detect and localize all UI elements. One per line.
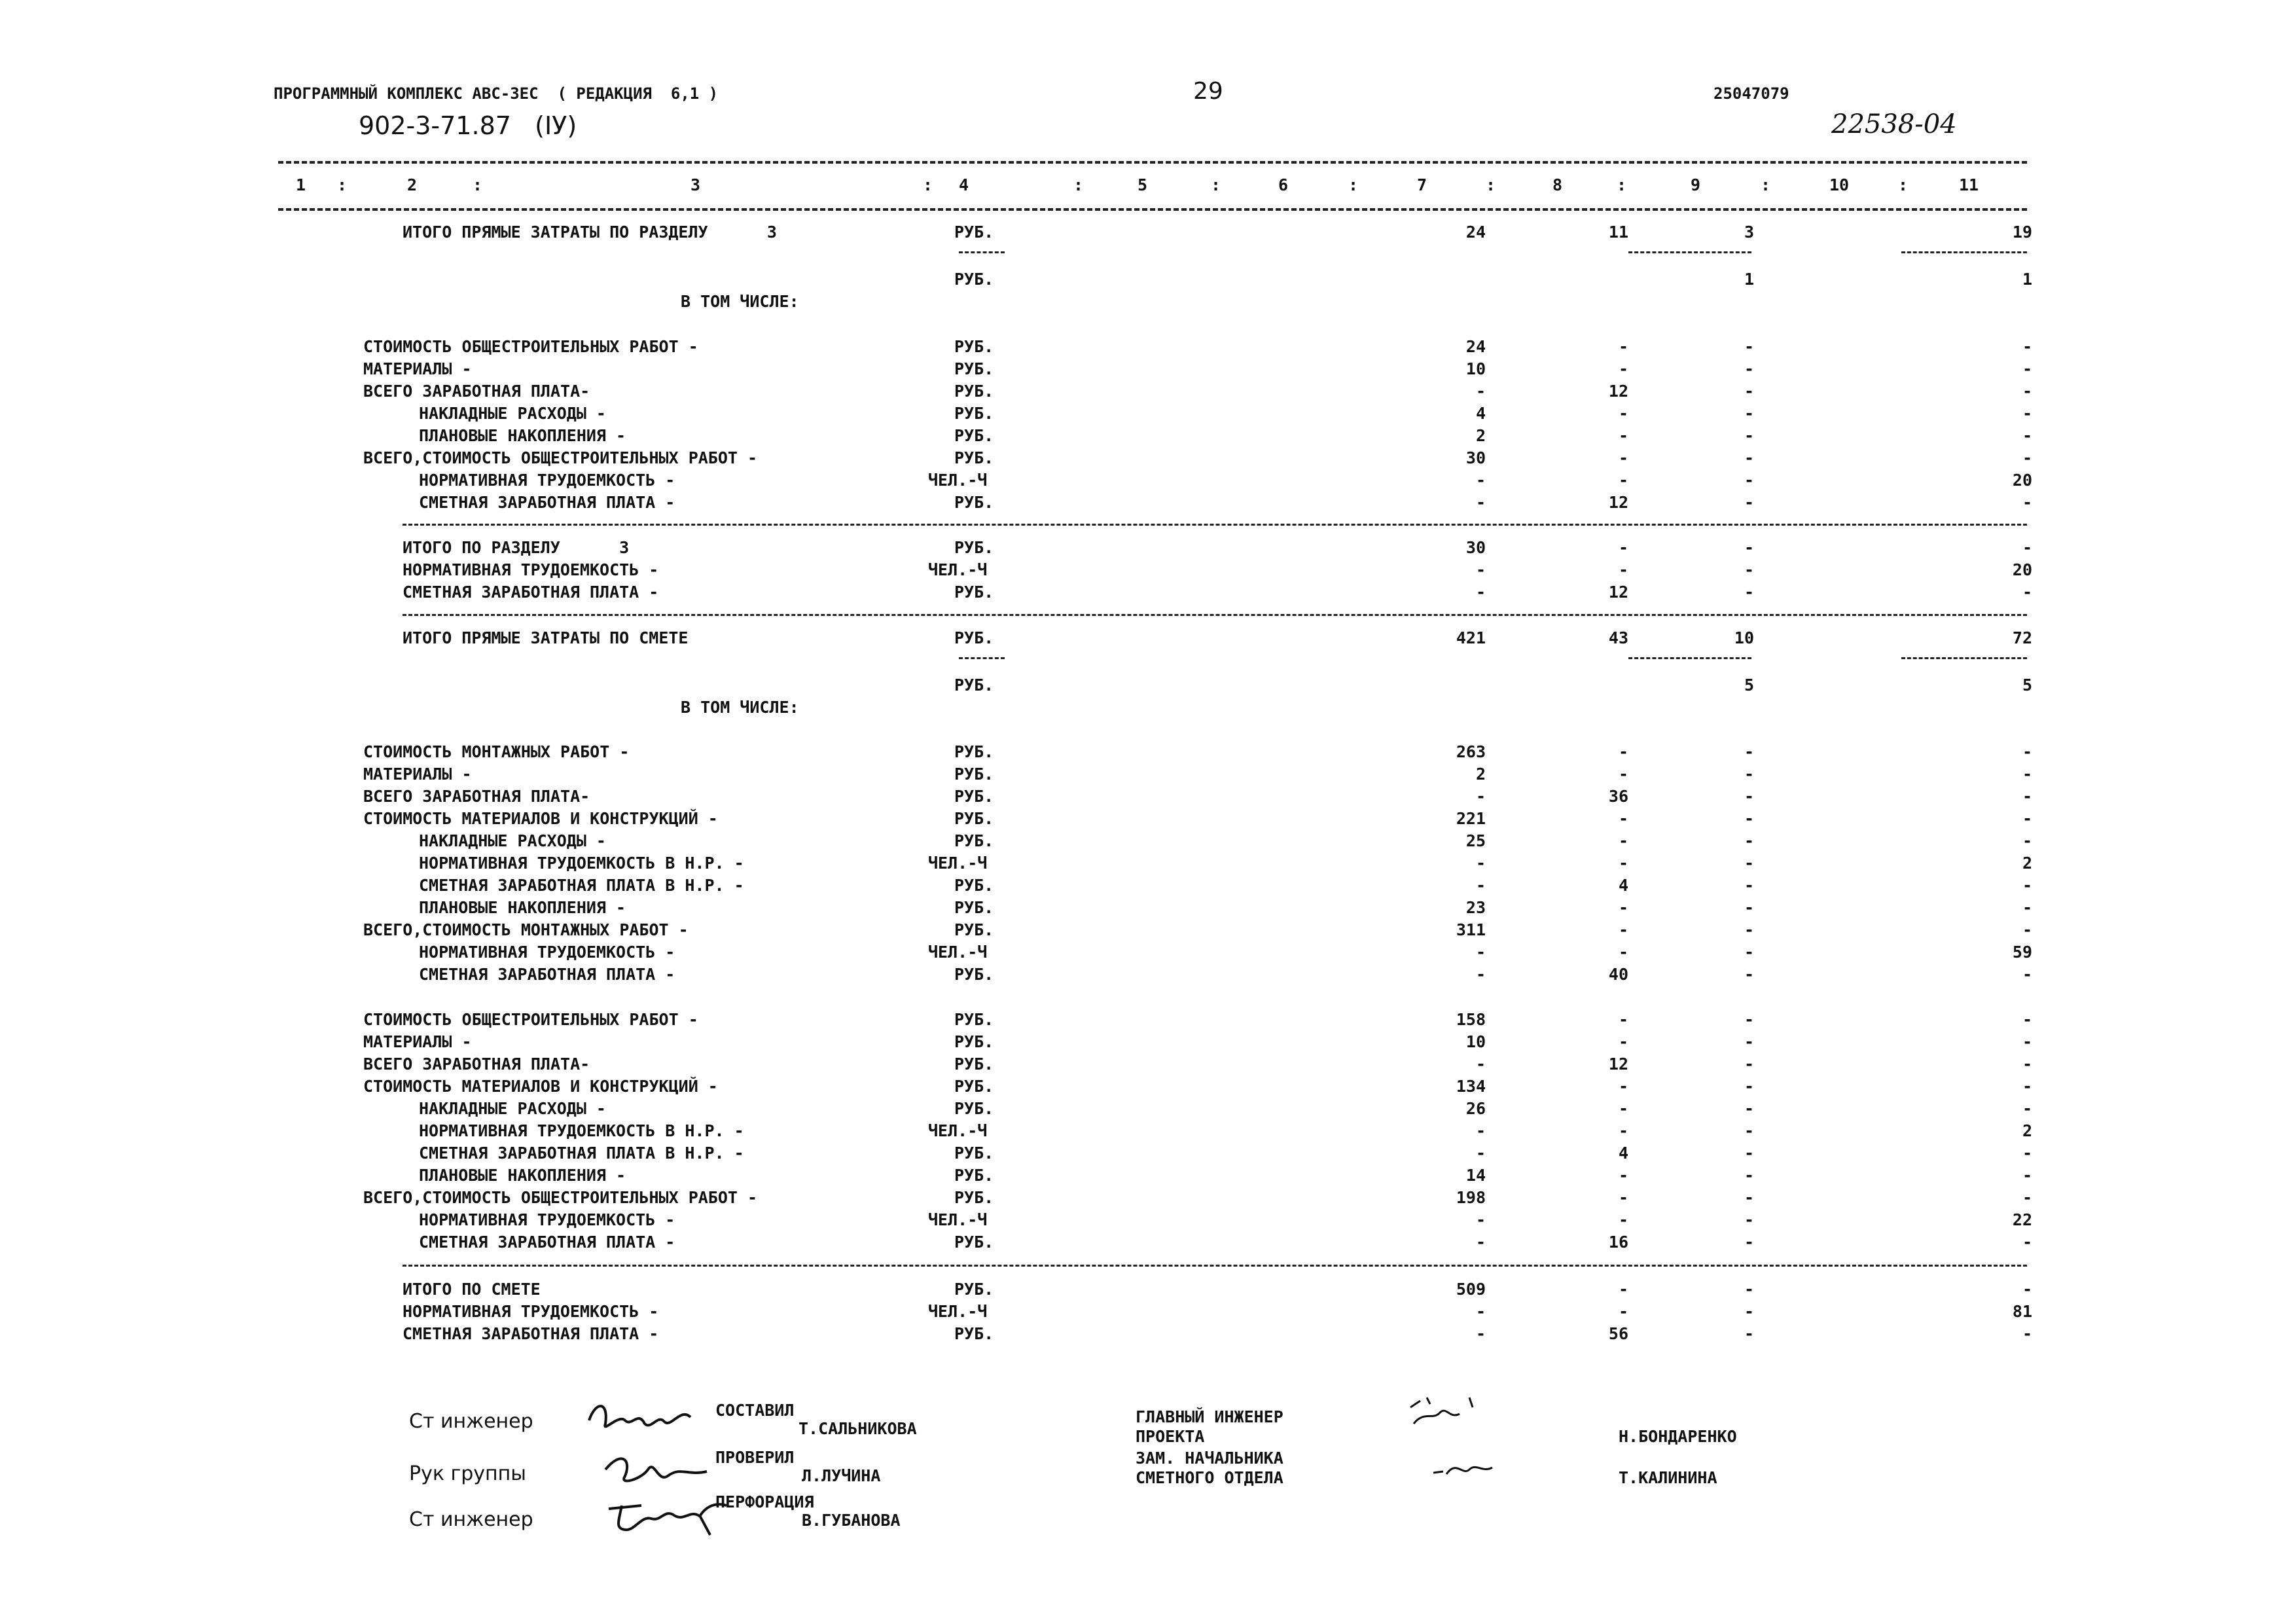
- page-number: 29: [1193, 78, 1223, 105]
- cell-col-11: -: [2022, 382, 2032, 401]
- column-number: 7: [1417, 175, 1427, 194]
- cell-col-11: -: [2022, 1188, 2032, 1207]
- cell-col-11: -: [2022, 898, 2032, 917]
- cell-col-7: 25: [1465, 831, 1486, 850]
- row-label: ПЛАНОВЫЕ НАКОПЛЕНИЯ -: [419, 898, 626, 917]
- row-unit: РУБ.: [954, 1032, 994, 1051]
- signature-1: [583, 1394, 700, 1440]
- row-unit: РУБ.: [954, 583, 994, 602]
- row-label: ВСЕГО ЗАРАБОТНАЯ ПЛАТА-: [363, 787, 590, 806]
- cell-col-11: 72: [2012, 628, 2032, 647]
- name-checked: Л.ЛУЧИНА: [802, 1466, 881, 1485]
- cell-col-7: -: [1475, 876, 1486, 895]
- cell-col-9: -: [1744, 1233, 1754, 1252]
- row-unit: РУБ.: [954, 676, 994, 695]
- cell-col-9: -: [1744, 583, 1754, 602]
- cell-col-9: -: [1744, 538, 1754, 557]
- cell-col-9: -: [1744, 471, 1754, 490]
- cell-col-7: 158: [1456, 1010, 1486, 1029]
- row-unit: РУБ.: [954, 404, 994, 423]
- role-compiled: СОСТАВИЛ: [715, 1401, 795, 1420]
- row-label: НОРМАТИВНАЯ ТРУДОЕМКОСТЬ В Н.Р. -: [419, 854, 744, 873]
- row-unit: РУБ.: [954, 359, 994, 378]
- cell-col-11: 5: [2022, 676, 2032, 695]
- cell-col-11: -: [2022, 742, 2032, 761]
- cell-col-8: -: [1618, 809, 1628, 828]
- cell-col-9: -: [1744, 426, 1754, 445]
- row-unit: РУБ.: [954, 1324, 994, 1343]
- cell-col-7: -: [1475, 1121, 1486, 1140]
- cell-col-9: -: [1744, 765, 1754, 784]
- cell-col-7: 2: [1475, 426, 1486, 445]
- signature-5: [1427, 1453, 1505, 1486]
- row-label: НАКЛАДНЫЕ РАСХОДЫ -: [419, 1099, 606, 1118]
- project-code: 902-3-71.87 (IУ): [359, 111, 577, 140]
- column-separator: :: [1898, 175, 1909, 194]
- cell-col-11: 1: [2022, 270, 2032, 289]
- cell-col-7: -: [1475, 1302, 1486, 1321]
- row-label: В ТОМ ЧИСЛЕ:: [681, 292, 799, 311]
- cell-col-8: 40: [1608, 965, 1628, 984]
- cell-col-11: -: [2022, 809, 2032, 828]
- cell-col-11: -: [2022, 1324, 2032, 1343]
- row-label: МАТЕРИАЛЫ -: [363, 1032, 472, 1051]
- cell-col-9: 3: [1744, 223, 1754, 242]
- cell-col-9: -: [1744, 1099, 1754, 1118]
- column-number: 11: [1959, 175, 1979, 194]
- cell-col-8: -: [1618, 337, 1628, 356]
- row-label: НОРМАТИВНАЯ ТРУДОЕМКОСТЬ -: [419, 1210, 675, 1229]
- row-label: НАКЛАДНЫЕ РАСХОДЫ -: [419, 404, 606, 423]
- cell-col-7: 134: [1456, 1077, 1486, 1096]
- column-number: 9: [1691, 175, 1701, 194]
- row-unit: РУБ.: [954, 426, 994, 445]
- cell-col-11: 2: [2022, 854, 2032, 873]
- cell-col-8: -: [1618, 742, 1628, 761]
- cell-col-9: -: [1744, 742, 1754, 761]
- header-rule-bottom: [278, 208, 2027, 211]
- cell-col-7: 10: [1465, 1032, 1486, 1051]
- row-unit: РУБ.: [954, 876, 994, 895]
- unit-underline: [959, 251, 1005, 253]
- cell-col-8: 4: [1618, 1144, 1628, 1163]
- signer-title-1: Ст инженер: [409, 1410, 533, 1433]
- cell-col-11: 59: [2012, 943, 2032, 962]
- cell-col-8: -: [1618, 1032, 1628, 1051]
- row-unit: РУБ.: [954, 1010, 994, 1029]
- cell-col-8: -: [1618, 854, 1628, 873]
- column-separator: :: [1486, 175, 1496, 194]
- cell-col-9: -: [1744, 898, 1754, 917]
- cell-col-7: -: [1475, 471, 1486, 490]
- cell-col-9: -: [1744, 448, 1754, 467]
- cell-col-11: -: [2022, 1077, 2032, 1096]
- cell-col-8: -: [1618, 1280, 1628, 1299]
- cell-col-11: -: [2022, 1233, 2032, 1252]
- cell-col-11: 22: [2012, 1210, 2032, 1229]
- cell-col-7: 24: [1465, 223, 1486, 242]
- column-number: 6: [1278, 175, 1289, 194]
- cell-col-8: -: [1618, 1010, 1628, 1029]
- row-unit: ЧЕЛ.-Ч: [928, 471, 988, 490]
- right-title-1: ГЛАВНЫЙ ИНЖЕНЕР: [1136, 1407, 1283, 1426]
- cell-col-11: -: [2022, 448, 2032, 467]
- cell-col-9: -: [1744, 1010, 1754, 1029]
- cell-col-8: -: [1618, 1077, 1628, 1096]
- row-label: НОРМАТИВНАЯ ТРУДОЕМКОСТЬ В Н.Р. -: [419, 1121, 744, 1140]
- right-title-2: ПРОЕКТА: [1136, 1427, 1205, 1446]
- column-number: 4: [959, 175, 969, 194]
- section-separator: [403, 614, 2027, 616]
- cell-col-8: 36: [1608, 787, 1628, 806]
- cell-col-8: -: [1618, 831, 1628, 850]
- program-header: ПРОГРАММНЫЙ КОМПЛЕКС АВС-ЗЕС ( РЕДАКЦИЯ 6,1 ): [274, 84, 719, 103]
- cell-col-7: -: [1475, 1055, 1486, 1074]
- row-unit: РУБ.: [954, 1055, 994, 1074]
- cell-col-7: 10: [1465, 359, 1486, 378]
- cell-col-7: 23: [1465, 898, 1486, 917]
- signature-4: [1401, 1388, 1486, 1434]
- cell-col-8: -: [1618, 1302, 1628, 1321]
- row-label: НОРМАТИВНАЯ ТРУДОЕМКОСТЬ -: [419, 471, 675, 490]
- cell-col-7: -: [1475, 1233, 1486, 1252]
- signature-2: [596, 1447, 713, 1492]
- cell-col-7: -: [1475, 583, 1486, 602]
- row-label: ИТОГО ПО СМЕТЕ: [403, 1280, 541, 1299]
- cell-col-7: -: [1475, 382, 1486, 401]
- cell-col-11: -: [2022, 538, 2032, 557]
- cell-col-7: 2: [1475, 765, 1486, 784]
- cell-col-7: 421: [1456, 628, 1486, 647]
- row-unit: РУБ.: [954, 538, 994, 557]
- row-label: СМЕТНАЯ ЗАРАБОТНАЯ ПЛАТА В Н.Р. -: [419, 876, 744, 895]
- cell-col-11: -: [2022, 1099, 2032, 1118]
- cell-col-11: -: [2022, 404, 2032, 423]
- cell-col-7: -: [1475, 1144, 1486, 1163]
- value-underline: [1628, 657, 1751, 659]
- cell-col-7: -: [1475, 854, 1486, 873]
- column-number: 3: [691, 175, 701, 194]
- cell-col-9: -: [1744, 1324, 1754, 1343]
- cell-col-8: -: [1618, 1188, 1628, 1207]
- signer-title-3: Ст инженер: [409, 1508, 533, 1531]
- row-unit: РУБ.: [954, 920, 994, 939]
- row-unit: РУБ.: [954, 1233, 994, 1252]
- column-separator: :: [923, 175, 933, 194]
- column-number: 1: [296, 175, 306, 194]
- cell-col-11: 2: [2022, 1121, 2032, 1140]
- cell-col-11: -: [2022, 337, 2032, 356]
- row-unit: РУБ.: [954, 1188, 994, 1207]
- cell-col-7: 509: [1456, 1280, 1486, 1299]
- column-separator: :: [473, 175, 483, 194]
- cell-col-8: 16: [1608, 1233, 1628, 1252]
- row-label: НОРМАТИВНАЯ ТРУДОЕМКОСТЬ -: [403, 1302, 659, 1321]
- section-separator: [403, 524, 2027, 526]
- cell-col-9: -: [1744, 493, 1754, 512]
- cell-col-9: -: [1744, 787, 1754, 806]
- row-unit: РУБ.: [954, 337, 994, 356]
- cell-col-8: 12: [1608, 493, 1628, 512]
- cell-col-11: -: [2022, 831, 2032, 850]
- cell-col-8: -: [1618, 943, 1628, 962]
- cell-col-11: -: [2022, 426, 2032, 445]
- cell-col-9: -: [1744, 404, 1754, 423]
- row-label: СМЕТНАЯ ЗАРАБОТНАЯ ПЛАТА -: [419, 493, 675, 512]
- cell-col-7: 26: [1465, 1099, 1486, 1118]
- value-underline: [1901, 657, 2027, 659]
- row-label: МАТЕРИАЛЫ -: [363, 359, 472, 378]
- row-unit: ЧЕЛ.-Ч: [928, 1210, 988, 1229]
- row-label: НОРМАТИВНАЯ ТРУДОЕМКОСТЬ -: [419, 943, 675, 962]
- cell-col-8: 4: [1618, 876, 1628, 895]
- row-unit: ЧЕЛ.-Ч: [928, 854, 988, 873]
- cell-col-8: -: [1618, 1166, 1628, 1185]
- document-code: 25047079: [1713, 84, 1789, 103]
- row-label: ПЛАНОВЫЕ НАКОПЛЕНИЯ -: [419, 426, 626, 445]
- column-number: 8: [1552, 175, 1563, 194]
- cell-col-8: -: [1618, 538, 1628, 557]
- row-unit: РУБ.: [954, 965, 994, 984]
- cell-col-9: -: [1744, 1166, 1754, 1185]
- cell-col-8: 12: [1608, 382, 1628, 401]
- cell-col-9: -: [1744, 920, 1754, 939]
- row-unit: РУБ.: [954, 382, 994, 401]
- row-label: СМЕТНАЯ ЗАРАБОТНАЯ ПЛАТА -: [419, 965, 675, 984]
- row-label: СМЕТНАЯ ЗАРАБОТНАЯ ПЛАТА В Н.Р. -: [419, 1144, 744, 1163]
- row-label: СМЕТНАЯ ЗАРАБОТНАЯ ПЛАТА -: [403, 1324, 659, 1343]
- row-label: ИТОГО ПРЯМЫЕ ЗАТРАТЫ ПО РАЗДЕЛУ 3: [403, 223, 777, 242]
- cell-col-9: -: [1744, 359, 1754, 378]
- cell-col-7: -: [1475, 1324, 1486, 1343]
- cell-col-8: -: [1618, 560, 1628, 579]
- cell-col-8: -: [1618, 898, 1628, 917]
- cell-col-11: -: [2022, 493, 2032, 512]
- cell-col-8: -: [1618, 1210, 1628, 1229]
- row-unit: РУБ.: [954, 223, 994, 242]
- right-name-1: Н.БОНДАРЕНКО: [1619, 1427, 1737, 1446]
- cell-col-11: -: [2022, 1166, 2032, 1185]
- cell-col-9: -: [1744, 1077, 1754, 1096]
- cell-col-11: -: [2022, 1032, 2032, 1051]
- column-number: 5: [1138, 175, 1148, 194]
- row-label: СТОИМОСТЬ МОНТАЖНЫХ РАБОТ -: [363, 742, 630, 761]
- cell-col-8: -: [1618, 920, 1628, 939]
- signature-3: [602, 1489, 733, 1542]
- cell-col-8: -: [1618, 426, 1628, 445]
- cell-col-8: -: [1618, 448, 1628, 467]
- column-number: 2: [407, 175, 418, 194]
- column-separator: :: [1348, 175, 1359, 194]
- cell-col-9: 1: [1744, 270, 1754, 289]
- section-separator: [403, 1265, 2027, 1267]
- cell-col-7: -: [1475, 965, 1486, 984]
- row-label: СТОИМОСТЬ МАТЕРИАЛОВ И КОНСТРУКЦИЙ -: [363, 1077, 718, 1096]
- row-unit: РУБ.: [954, 1099, 994, 1118]
- name-compiled: Т.САЛЬНИКОВА: [798, 1419, 917, 1438]
- row-label: ВСЕГО,СТОИМОСТЬ МОНТАЖНЫХ РАБОТ -: [363, 920, 689, 939]
- row-unit: РУБ.: [954, 765, 994, 784]
- row-unit: РУБ.: [954, 742, 994, 761]
- cell-col-7: 30: [1465, 538, 1486, 557]
- row-unit: ЧЕЛ.-Ч: [928, 943, 988, 962]
- row-unit: РУБ.: [954, 1144, 994, 1163]
- cell-col-9: -: [1744, 1032, 1754, 1051]
- cell-col-9: -: [1744, 965, 1754, 984]
- row-label: ВСЕГО,СТОИМОСТЬ ОБЩЕСТРОИТЕЛЬНЫХ РАБОТ -: [363, 448, 758, 467]
- role-checked: ПРОВЕРИЛ: [715, 1448, 795, 1467]
- row-unit: ЧЕЛ.-Ч: [928, 560, 988, 579]
- right-title-3: ЗАМ. НАЧАЛЬНИКА: [1136, 1449, 1283, 1468]
- cell-col-7: -: [1475, 787, 1486, 806]
- role-punched: ПЕРФОРАЦИЯ: [715, 1492, 814, 1511]
- cell-col-7: 311: [1456, 920, 1486, 939]
- cell-col-7: -: [1475, 1210, 1486, 1229]
- row-unit: РУБ.: [954, 809, 994, 828]
- cell-col-9: -: [1744, 382, 1754, 401]
- cell-col-11: -: [2022, 1010, 2032, 1029]
- row-label: СТОИМОСТЬ ОБЩЕСТРОИТЕЛЬНЫХ РАБОТ -: [363, 1010, 698, 1029]
- cell-col-9: -: [1744, 809, 1754, 828]
- cell-col-11: -: [2022, 1144, 2032, 1163]
- header-rule-top: [278, 161, 2027, 164]
- cell-col-9: -: [1744, 1144, 1754, 1163]
- row-label: НОРМАТИВНАЯ ТРУДОЕМКОСТЬ -: [403, 560, 659, 579]
- row-label: ВСЕГО ЗАРАБОТНАЯ ПЛАТА-: [363, 1055, 590, 1074]
- cell-col-11: -: [2022, 1280, 2032, 1299]
- cell-col-8: 43: [1608, 628, 1628, 647]
- cell-col-8: -: [1618, 359, 1628, 378]
- cell-col-11: -: [2022, 359, 2032, 378]
- cell-col-7: 24: [1465, 337, 1486, 356]
- cell-col-9: -: [1744, 1055, 1754, 1074]
- cell-col-7: -: [1475, 943, 1486, 962]
- row-label: СМЕТНАЯ ЗАРАБОТНАЯ ПЛАТА -: [403, 583, 659, 602]
- cell-col-8: 56: [1608, 1324, 1628, 1343]
- cell-col-9: 5: [1744, 676, 1754, 695]
- cell-col-9: -: [1744, 831, 1754, 850]
- cell-col-8: -: [1618, 1099, 1628, 1118]
- row-unit: РУБ.: [954, 1280, 994, 1299]
- cell-col-7: -: [1475, 493, 1486, 512]
- cell-col-9: -: [1744, 1210, 1754, 1229]
- cell-col-9: -: [1744, 1280, 1754, 1299]
- column-separator: :: [1211, 175, 1221, 194]
- row-unit: РУБ.: [954, 628, 994, 647]
- cell-col-7: 30: [1465, 448, 1486, 467]
- row-unit: РУБ.: [954, 493, 994, 512]
- row-label: В ТОМ ЧИСЛЕ:: [681, 698, 799, 717]
- cell-col-7: 198: [1456, 1188, 1486, 1207]
- cell-col-9: -: [1744, 1121, 1754, 1140]
- cell-col-11: 20: [2012, 471, 2032, 490]
- column-separator: :: [1073, 175, 1084, 194]
- column-separator: :: [1617, 175, 1627, 194]
- cell-col-9: -: [1744, 876, 1754, 895]
- cell-col-11: -: [2022, 787, 2032, 806]
- cell-col-7: 221: [1456, 809, 1486, 828]
- cell-col-9: -: [1744, 1188, 1754, 1207]
- cell-col-7: -: [1475, 560, 1486, 579]
- cell-col-7: 4: [1475, 404, 1486, 423]
- row-label: МАТЕРИАЛЫ -: [363, 765, 472, 784]
- signer-title-2: Рук группы: [409, 1462, 526, 1485]
- column-separator: :: [1761, 175, 1771, 194]
- cell-col-9: -: [1744, 337, 1754, 356]
- cell-col-8: 12: [1608, 1055, 1628, 1074]
- cell-col-8: -: [1618, 471, 1628, 490]
- cell-col-9: 10: [1734, 628, 1754, 647]
- cell-col-11: -: [2022, 765, 2032, 784]
- row-unit: РУБ.: [954, 448, 994, 467]
- cell-col-11: -: [2022, 583, 2032, 602]
- cell-col-8: -: [1618, 765, 1628, 784]
- row-label: ИТОГО ПРЯМЫЕ ЗАТРАТЫ ПО СМЕТЕ: [403, 628, 689, 647]
- cell-col-11: -: [2022, 920, 2032, 939]
- row-unit: РУБ.: [954, 270, 994, 289]
- row-label: ПЛАНОВЫЕ НАКОПЛЕНИЯ -: [419, 1166, 626, 1185]
- row-label: ИТОГО ПО РАЗДЕЛУ 3: [403, 538, 630, 557]
- row-unit: ЧЕЛ.-Ч: [928, 1302, 988, 1321]
- right-name-2: Т.КАЛИНИНА: [1619, 1468, 1717, 1487]
- unit-underline: [959, 657, 1005, 659]
- sheet-code: 22538-04: [1831, 109, 1957, 139]
- row-label: СТОИМОСТЬ ОБЩЕСТРОИТЕЛЬНЫХ РАБОТ -: [363, 337, 698, 356]
- cell-col-7: 14: [1465, 1166, 1486, 1185]
- cell-col-7: 263: [1456, 742, 1486, 761]
- cell-col-8: 11: [1608, 223, 1628, 242]
- row-unit: РУБ.: [954, 898, 994, 917]
- row-label: СМЕТНАЯ ЗАРАБОТНАЯ ПЛАТА -: [419, 1233, 675, 1252]
- row-unit: РУБ.: [954, 1077, 994, 1096]
- cell-col-9: -: [1744, 854, 1754, 873]
- column-separator: :: [337, 175, 348, 194]
- right-title-4: СМЕТНОГО ОТДЕЛА: [1136, 1468, 1283, 1487]
- cell-col-9: -: [1744, 560, 1754, 579]
- row-unit: РУБ.: [954, 1166, 994, 1185]
- value-underline: [1901, 251, 2027, 253]
- cell-col-9: -: [1744, 1302, 1754, 1321]
- row-label: ВСЕГО ЗАРАБОТНАЯ ПЛАТА-: [363, 382, 590, 401]
- cell-col-8: -: [1618, 404, 1628, 423]
- cell-col-8: -: [1618, 1121, 1628, 1140]
- cell-col-11: 81: [2012, 1302, 2032, 1321]
- cell-col-9: -: [1744, 943, 1754, 962]
- cell-col-11: -: [2022, 1055, 2032, 1074]
- row-unit: РУБ.: [954, 831, 994, 850]
- cell-col-8: 12: [1608, 583, 1628, 602]
- row-label: СТОИМОСТЬ МАТЕРИАЛОВ И КОНСТРУКЦИЙ -: [363, 809, 718, 828]
- cell-col-11: -: [2022, 965, 2032, 984]
- row-unit: РУБ.: [954, 787, 994, 806]
- cell-col-11: 19: [2012, 223, 2032, 242]
- cell-col-11: 20: [2012, 560, 2032, 579]
- name-punched: В.ГУБАНОВА: [802, 1511, 901, 1530]
- column-number: 10: [1829, 175, 1850, 194]
- row-unit: ЧЕЛ.-Ч: [928, 1121, 988, 1140]
- row-label: НАКЛАДНЫЕ РАСХОДЫ -: [419, 831, 606, 850]
- cell-col-11: -: [2022, 876, 2032, 895]
- value-underline: [1628, 251, 1751, 253]
- row-label: ВСЕГО,СТОИМОСТЬ ОБЩЕСТРОИТЕЛЬНЫХ РАБОТ -: [363, 1188, 758, 1207]
